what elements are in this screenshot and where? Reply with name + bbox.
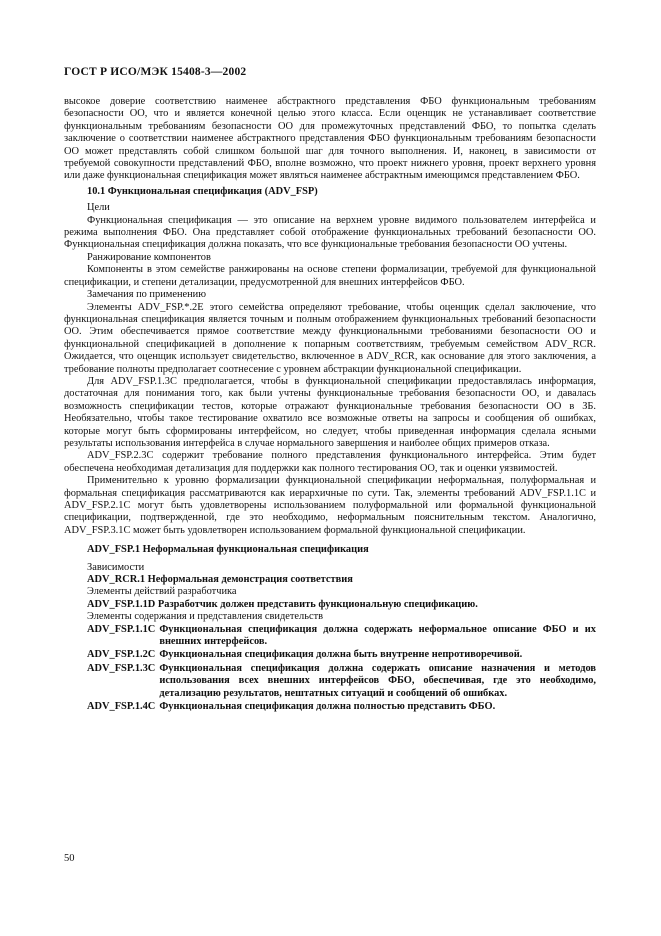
element-text: Функциональная спецификация должна содержать описание назначения и методов использования всех внешних интерфейсов ФБО, обеспечивая, где это необходимо, детализацию результатов, нештатных ситуаций и сообщений об ошибках. bbox=[159, 662, 596, 699]
developer-element: ADV_FSP.1.1D Разработчик должен представить функциональную спецификацию. bbox=[87, 598, 478, 610]
document-body bbox=[64, 96, 596, 715]
element-text: Функциональная спецификация должна быть внутренне непротиворечивой. bbox=[159, 649, 523, 661]
notes-paragraph: Применительно к уровню формализации функциональной спецификации неформальная, полуформальная и формальная спецификация рассматриваются как иерархичные по сути. Так, элементы требований ADV_FSP.1.1C и ADV_FSP.2.1C могут быть удовлетворены использованием полуформальной или формальной функциональной спецификации, подтвержденной, где это необходимо, неформальным пояснительным текстом. Аналогично, ADV_FSP.3.1C может быть удовлетворен использованием формальной функциональной спецификации. bbox=[64, 475, 596, 536]
notes-paragraph: Для ADV_FSP.1.3C предполагается, чтобы в функциональной спецификации предоставлялась информация, достаточная для понимания того, как были учтены функциональные требования безопасности ОО, и давалась возможность спецификации тестов, которые отражают функциональные требования безопасности ОО в ЗБ. Необязательно, чтобы такое тестирование охватило все возможные ответы на запросы и сообщения об ошибках, которые могут быть сформированы интерфейсом, но следует, чтобы приведенная информация сделала ясными результаты использования интерфейса в случае нормального завершения и наиболее общих примеров отказа. bbox=[64, 375, 596, 449]
ranking-paragraph: Компоненты в этом семействе ранжированы на основе степени формализации, требуемой для функциональной спецификации, и степени детализации, предусмотренной для внешних интерфейсов ФБО. bbox=[64, 264, 596, 288]
page-header: ГОСТ Р ИСО/МЭК 15408-3—2002 bbox=[64, 66, 247, 78]
notes-paragraph: ADV_FSP.2.3C содержит требование полного представления функционального интерфейса. Этим будет обеспечена необходимая детализация для поддержки как полного тестирования ОО, так и оценки уязвимостей. bbox=[64, 450, 596, 474]
element-id: ADV_FSP.1.2C bbox=[87, 649, 156, 661]
dependency-item: ADV_RCR.1 Неформальная демонстрация соответствия bbox=[87, 574, 353, 586]
notes-paragraph: Элементы ADV_FSP.*.2E этого семейства определяют требование, чтобы оценщик сделал заключение, что функциональная спецификация является точным и полным отображением функциональных требований безопасности ОО. Этим обеспечивается прямое соответствие между функциональными требованиями безопасности ОО и функциональной спецификацией в дополнение к попарным соответствиям, требуемым семейством ADV_RCR. Ожидается, что оценщик использует свидетельство, включенное в ADV_RCR, как основание для этого заключения, а требование полноты предполагает соотнесение с уровнем абстракции функциональной спецификации. bbox=[64, 301, 596, 375]
component-title: ADV_FSP.1 Неформальная функциональная спецификация bbox=[87, 544, 369, 556]
ranking-heading: Ранжирование компонентов bbox=[87, 251, 211, 263]
developer-actions-heading: Элементы действий разработчика bbox=[87, 586, 237, 598]
content-elements-heading: Элементы содержания и представления свидетельств bbox=[87, 611, 324, 623]
notes-heading: Замечания по применению bbox=[87, 289, 206, 301]
element-id: ADV_FSP.1.3C bbox=[87, 662, 156, 674]
element-text: Функциональная спецификация должна полностью представить ФБО. bbox=[159, 701, 496, 713]
element-id: ADV_FSP.1.4C bbox=[87, 701, 156, 713]
intro-paragraph: высокое доверие соответствию наименее абстрактного представления ФБО функциональным требованиям безопасности ОО, что и является конечной целью этого класса. Если оценщик не устанавливает соответствие функциональным требованиям безопасности ОО для промежуточных представлений ФБО, то попытка сделать заключение о соответствии наименее абстрактного представления ФБО функциональным требованиям безопасности ОО может представлять собой слишком большой шаг для точного выполнения. И, наконец, в зависимости от требуемой совокупности представлений ФБО, вполне возможно, что проект нижнего уровня, проект верхнего уровня или даже функциональная спецификация может являться наименее абстрактным имеющимся представлением ФБО. bbox=[64, 96, 596, 182]
page-number: 50 bbox=[64, 853, 75, 864]
element-id: ADV_FSP.1.1C bbox=[87, 623, 156, 635]
goals-paragraph: Функциональная спецификация — это описание на верхнем уровне видимого пользователем интерфейса и режима выполнения ФБО. Она представляет собой отображение функциональных требований безопасности ОО. Функциональная спецификация должна показать, что все функциональные требования безопасности ОО учтены. bbox=[64, 214, 596, 251]
content-element bbox=[87, 701, 596, 713]
section-title: 10.1 Функциональная спецификация (ADV_FSP) bbox=[87, 185, 318, 197]
element-text: Функциональная спецификация должна содержать неформальное описание ФБО и их внешних интерфейсов. bbox=[159, 623, 596, 648]
content-element bbox=[87, 624, 596, 649]
goals-heading: Цели bbox=[87, 202, 110, 214]
content-element bbox=[87, 663, 596, 700]
dependencies-heading: Зависимости bbox=[87, 561, 145, 573]
content-element bbox=[87, 649, 596, 661]
